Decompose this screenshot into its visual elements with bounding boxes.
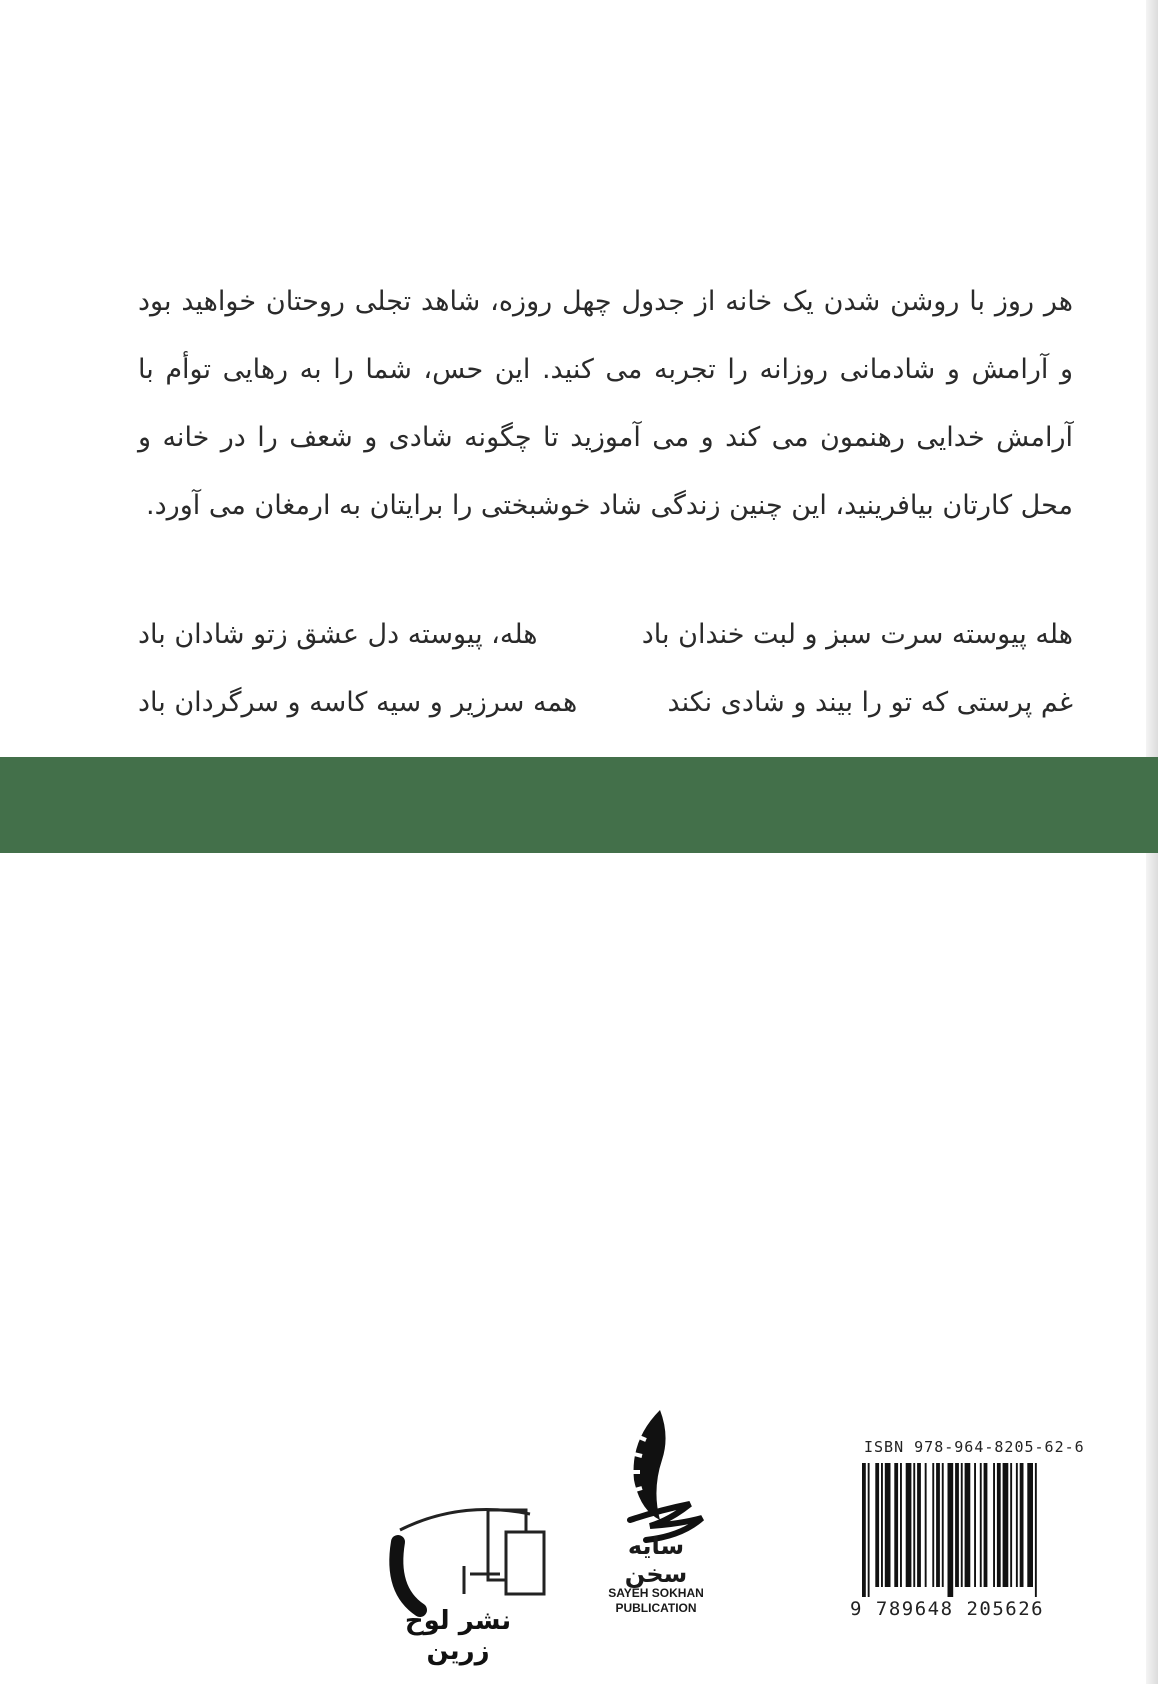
poem-verse-1 — [138, 600, 1073, 668]
barcode-bar — [932, 1463, 934, 1587]
barcode-bar — [1027, 1463, 1033, 1587]
poem-hemistich: همه سرزیر و سیه کاسه و سرگردان باد — [138, 686, 578, 718]
isbn-label: ISBN 978-964-8205-62-6 — [864, 1438, 1085, 1456]
sayeh-sokhan-name-fa: سایه سخن — [624, 1532, 688, 1588]
poem-hemistich: هله پیوسته سرت سبز و لبت خندان باد — [641, 618, 1073, 650]
lowh-zarrin-publisher-name: نشر لوح زرین — [404, 1606, 512, 1666]
barcode-bar — [965, 1463, 971, 1587]
barcode-digits: 9 789648 205626 — [850, 1598, 1045, 1620]
barcode-bar — [913, 1463, 915, 1587]
barcode-bar — [955, 1463, 959, 1587]
barcode-bar — [862, 1463, 866, 1597]
barcode-bar — [881, 1463, 883, 1587]
barcode-bar — [1035, 1463, 1037, 1597]
sayeh-sokhan-name-en-line2: PUBLICATION — [615, 1601, 697, 1615]
barcode-bar — [1020, 1463, 1024, 1587]
barcode-bar — [948, 1463, 954, 1597]
barcode-bar — [942, 1463, 944, 1587]
barcode-bar — [925, 1463, 927, 1587]
poem-block — [138, 600, 1073, 736]
barcode-icon — [860, 1463, 1078, 1597]
barcode-bar — [936, 1463, 940, 1587]
barcode-bar — [875, 1463, 879, 1587]
barcode-bar — [1016, 1463, 1018, 1587]
barcode-bar — [1003, 1463, 1009, 1587]
poem-hemistich: هله، پیوسته دل عشق زتو شادان باد — [138, 618, 538, 650]
barcode-bar — [961, 1463, 963, 1587]
barcode-bar — [894, 1463, 898, 1587]
sayeh-sokhan-name-en-line1: SAYEH SOKHAN — [608, 1586, 704, 1600]
barcode-bar — [974, 1463, 976, 1587]
barcode-bar — [885, 1463, 891, 1587]
barcode-bar — [906, 1463, 912, 1587]
barcode-bar — [993, 1463, 995, 1587]
barcode-bar — [980, 1463, 982, 1587]
barcode-bar — [997, 1463, 1001, 1587]
barcode-bar — [917, 1463, 921, 1587]
sayeh-sokhan-name-en — [586, 1586, 726, 1616]
barcode-bar — [900, 1463, 902, 1587]
green-decorative-band — [0, 757, 1158, 853]
back-cover-blurb: هر روز با روشن شدن یک خانه از جدول چهل روزه، شاهد تجلی روحتان خواهید بود و آرامش و شادمانی روزانه را تجربه می کنید. این حس، شما را به رهایی توأم با آرامش خدایی رهنمون می کند و می آموزید تا چگونه شادی و شعف را در خانه و محل کارتان بیافرینید، این چنین زندگی شاد خوشبختی را برایتان به ارمغان می آورد. — [138, 286, 1073, 521]
barcode-bar — [984, 1463, 988, 1587]
poem-hemistich: غم پرستی که تو را بیند و شادی نکند — [667, 686, 1073, 718]
poem-verse-2 — [138, 668, 1073, 736]
barcode-bar — [868, 1463, 870, 1597]
barcode-bar — [1010, 1463, 1012, 1587]
